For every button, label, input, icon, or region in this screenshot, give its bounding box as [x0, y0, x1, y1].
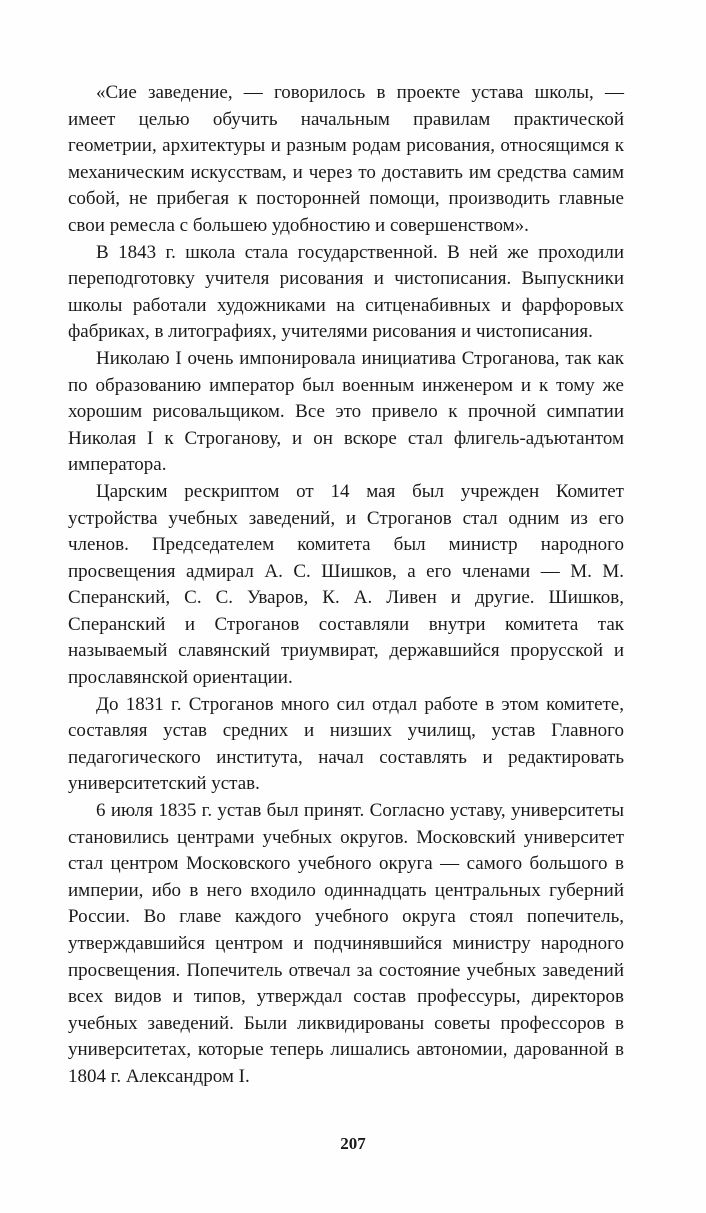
paragraph-4: Царским рескриптом от 14 мая был учрежден Комитет устройства учебных заведений, и Строганов стал одним из его членов. Председателем комитета был министр народного просвещения адмирал А. С. Шишков, а его членами — М. М. Сперанский, С. С. Уваров, К. А. Ливен и другие. Шишков, Сперанский и Строганов составляли внутри комитета так называемый славянский триумвират, державшийся прорусской и прославянской ориентации.	[68, 480, 624, 689]
body-text	[68, 80, 624, 1091]
paragraph-1: «Сие заведение, — говорилось в проекте устава школы, — имеет целью обучить начальным правилам практической геометрии, архитектуры и разным родам рисования, относящимся к механическим искусствам, и через то доставить им средства самим собой, не прибегая к посторонней помощи, производить главные свои ремесла с большею удобностию и совершенством».	[68, 82, 624, 236]
page-number: 207	[340, 1134, 366, 1153]
paragraph-2: В 1843 г. школа стала государственной. В ней же проходили переподготовку учителя рисования и чистописания. Выпускники школы работали художниками на ситценабивных и фарфоровых фабриках, в литографиях, учителями рисования и чистописания.	[68, 241, 624, 343]
paragraph-5: До 1831 г. Строганов много сил отдал работе в этом комитете, составляя устав средних и низших училищ, устав Главного педагогического института, начал составлять и редактировать университетский устав.	[68, 693, 624, 795]
paragraph-3: Николаю I очень импонировала инициатива Строганова, так как по образованию император был военным инженером и к тому же хорошим рисовальщиком. Все это привело к прочной симпатии Николая I к Строганову, и он вскоре стал флигель-адъютантом императора.	[68, 347, 624, 476]
paragraph-6: 6 июля 1835 г. устав был принят. Согласно уставу, университеты становились центрами учебных округов. Московский университет стал центром Московского учебного округа — самого большого в империи, ибо в него входило одиннадцать центральных губерний России. Во главе каждого учебного округа стоял попечитель, утверждавшийся центром и подчинявшийся министру народного просвещения. Попечитель отвечал за состояние учебных заведений всех видов и типов, утверждал состав профессуры, директоров учебных заведений. Были ликвидированы советы профессоров в университетах, которые теперь лишались автономии, дарованной в 1804 г. Александром I.	[68, 800, 624, 1087]
